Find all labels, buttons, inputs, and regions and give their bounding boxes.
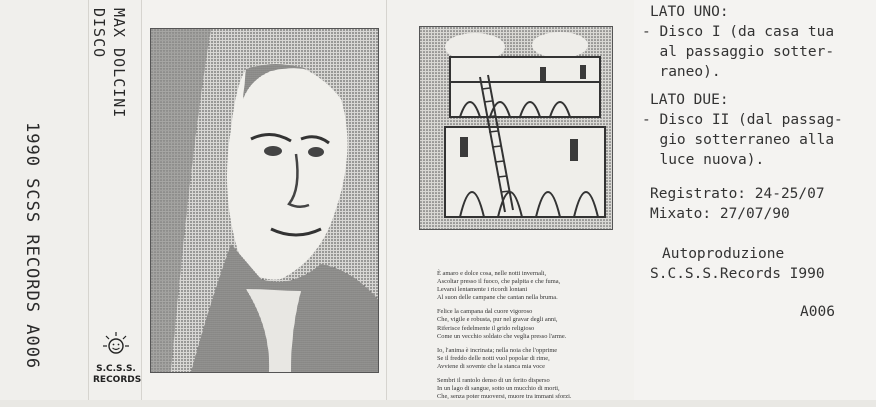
poem-stanza	[437, 270, 632, 302]
poem-line: Che, senza poter muoversi, muore tra immani sforzi.	[437, 393, 572, 401]
poem-text	[437, 270, 632, 407]
poem-line: Riferisce fedelmente il grido religioso	[437, 324, 535, 332]
building-illustration	[419, 26, 613, 230]
catalog-number: A006	[800, 304, 835, 320]
side-b-track-line: luce nuova).	[642, 152, 765, 168]
poem-line: Al suon delle campane che cantan nella bruma.	[437, 294, 558, 302]
poem-line: È amaro e dolce cosa, nelle notti invernali,	[437, 270, 547, 277]
spine-panel	[0, 0, 88, 400]
side-b-track-line: gio sotterraneo alla	[642, 132, 835, 148]
poem-line: Ascoltar presso il fuoco, che palpita e che fuma,	[437, 278, 561, 286]
tracklist-panel	[634, 0, 876, 400]
poem-line: Che, vigile e robusta, pur nel gravar degli anni,	[437, 316, 558, 324]
side-a-heading: LATO UNO:	[650, 4, 729, 20]
spine-text: 1990 SCSS RECORDS A006	[22, 122, 42, 370]
logo-line-1: S.C.S.S.	[96, 364, 136, 374]
poem-line: Felice la campana dal cuore vigoroso	[437, 308, 533, 316]
poem-stanza	[437, 308, 632, 340]
portrait-illustration	[151, 29, 378, 372]
production-line-1: Autoproduzione	[662, 246, 785, 262]
production-line-2: S.C.S.S.Records I990	[650, 266, 825, 282]
side-b-heading: LATO DUE:	[650, 92, 729, 108]
escher-building-drawing	[420, 27, 612, 229]
poem-stanza	[437, 347, 632, 371]
mixed-date: Mixato: 27/07/90	[650, 206, 790, 222]
poem-line: Se il freddo delle notti vuol popolar di rime,	[437, 354, 550, 362]
album-title: DISCO	[90, 8, 108, 59]
sun-face-icon	[101, 330, 131, 360]
poem-line: Sembri il rantolo denso di un ferito disperso	[437, 377, 550, 385]
poem-line: Io, l'anima è incrinata; nella noia che l'opprime	[437, 346, 558, 354]
side-a-track-line: al passaggio sotter-	[642, 44, 835, 60]
poem-line: In un lago di sangue, sotto un mucchio di morti,	[437, 385, 560, 393]
poem-line: Avviene di sovente che la stanca mia voce	[437, 362, 545, 370]
poem-line: Come un vecchio soldato che veglia presso l'arme.	[437, 332, 567, 340]
poem-stanza	[437, 377, 632, 401]
label-logo	[93, 330, 142, 396]
side-a-track-line: - Disco I (da casa tua	[642, 24, 835, 40]
side-b-track-line: - Disco II (dal passag-	[642, 112, 843, 128]
logo-text	[93, 364, 142, 386]
poem-line: Levarsi lentamente i ricordi lontani	[437, 286, 528, 294]
recorded-date: Registrato: 24-25/07	[650, 186, 825, 202]
portrait-image	[150, 28, 379, 373]
side-a-track-line: raneo).	[642, 64, 721, 80]
artist-name: MAX DOLCINI	[110, 8, 128, 119]
logo-line-2: RECORDS	[93, 375, 142, 385]
